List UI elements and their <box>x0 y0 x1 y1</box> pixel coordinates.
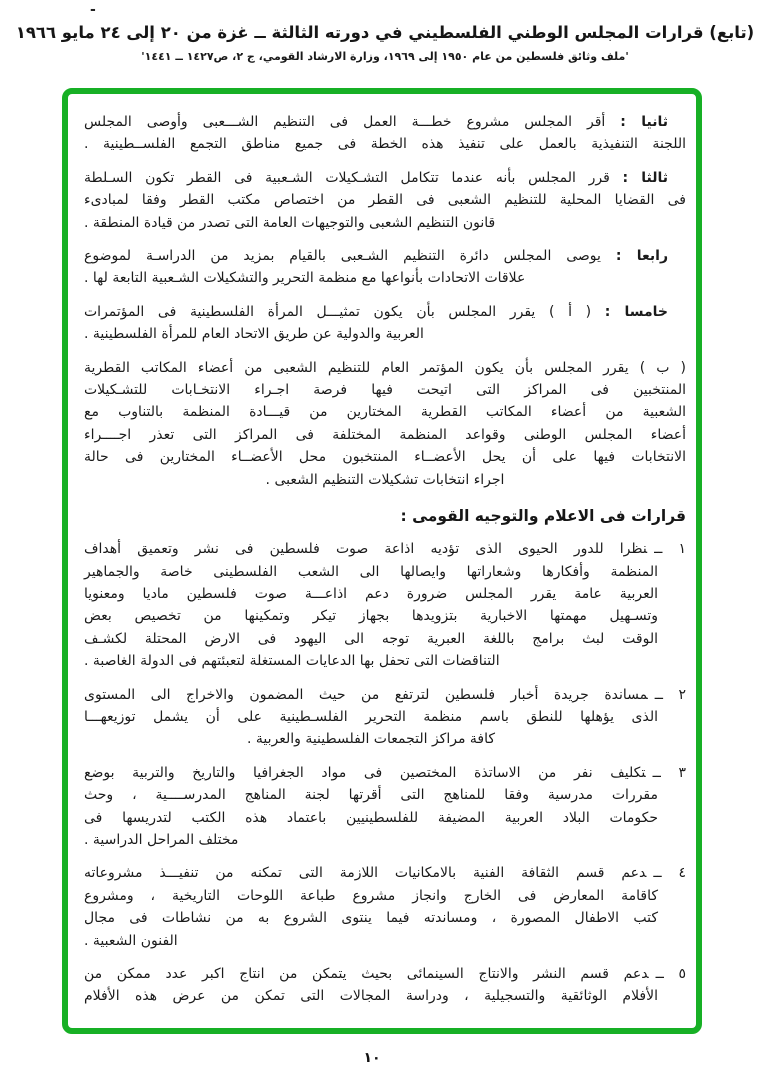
text-line: الذى يؤهلها للنطق باسم منظمة التحرير الفلسـطينية على أن يشمل توزيعهـــا <box>84 708 658 725</box>
text-line: وتسـهيل مهمتها الاخبارية بتزويدها بجهاز تيكر وتمكينها من تخصيص بعض <box>84 608 658 625</box>
text-line: ٤ ــدعم قسم الثقافة الفنية بالامكانيات اللازمة التى تمكنه من تنفيـــذ مشروعاته <box>84 865 686 882</box>
clause-number: ٢ ــ <box>654 686 686 703</box>
clause-number: ٥ ــ <box>655 966 686 982</box>
text-line: العربية عامة يقرر المجلس ضرورة دعم اذاعـــة صوت فلسطين ماديا ومعنويا <box>84 585 658 602</box>
clause-paragraph <box>84 111 686 156</box>
clause-lead-word: خامسا : <box>604 303 668 320</box>
text-line: مقررات مدرسية وفقا للمناهج التى أقرتها لجنة المناهج المدرســــية ، وحث <box>84 787 658 804</box>
numbered-clause <box>84 963 686 1008</box>
text-line: ١ ــنظرا للدور الحيوى الذى تؤديه اذاعة صوت فلسطين فى نشر وتعميق أهداف <box>84 541 687 558</box>
clause-lead-word: ثانيا : <box>620 114 668 130</box>
numbered-clause <box>84 538 686 672</box>
text-line: ٥ ــدعم قسم النشر والانتاج السينمائى بحيث يتمكن من انتاج اكبر عدد ممكن من <box>84 966 686 982</box>
text-line: ثالثا : قرر المجلس بأنه عندما تتكامل التشـكيلات الشـعبية فى القطر تكون السـلطة <box>84 169 668 186</box>
text-line: الشعبية من أعضاء المكاتب القطرية المختارين من قيـــادة المنظمة بالتناوب مع <box>84 404 686 421</box>
text-line: كافة مراكز التجمعات الفلسطينية والعربية . <box>246 731 496 748</box>
document-source-citation: 'ملف وثائق فلسطين من عام ١٩٥٠ إلى ١٩٦٩، وزارة الارشاد القومي، ج ٢، ص١٤٢٧ ــ ١٤٤١' <box>141 50 629 64</box>
text-line: ( ب ) يقرر المجلس بأن يكون المؤتمر العام للتنظيم الشعبى من أعضاء المكاتب القطرية <box>84 359 686 376</box>
document-title: (تابع) قرارات المجلس الوطني الفلسطيني في دورته الثالثة ــ غزة من ٢٠ إلى ٢٤ مايو ١٩٦٦ <box>15 23 755 42</box>
text-line: المنظمة وأفكارها وشعاراتها وايصالها الى الشعب الفلسطينى خاصة والجماهير <box>84 563 658 580</box>
text-line: ٢ ــمساندة جريدة أخبار فلسطين لترتفع من حيث المضمون والاخراج الى المستوى <box>84 686 686 703</box>
text-line: الأفلام الوثائقية والتسجيلية ، ودراسة المجالات التى تمكن من عرض هذه الأفلام <box>84 988 658 1005</box>
numbered-clause <box>84 762 686 852</box>
text-line: كاقامة المعارض فى الخارج وانجاز مشروع طباعة اللوحات التاريخية ، ومشروع <box>84 887 658 904</box>
text-line: فى القضايا المحلية للتنظيم الشعبى فى القطر من اختصاص مكتب القطر وفقا لمبادىء <box>84 192 686 209</box>
numbered-clause <box>84 684 686 751</box>
clause-number: ٤ ــ <box>653 865 686 882</box>
text-line: أعضاء المجلس الوطنى وقواعد المنظمة المختلفة فى المراكز التى تعذر اجــــراء <box>84 426 686 443</box>
text-line: ثانيا : أقر المجلس مشروع خطـــة العمل فى التنظيم الشـــعبى وأوصى المجلس <box>84 114 668 130</box>
text-line: خامسا : ( أ ) يقرر المجلس بأن يكون تمثيـــل المرأة الفلسطينية فى المؤتمرات <box>84 303 668 320</box>
clause-lead-word: ثالثا : <box>622 169 668 186</box>
clause-paragraph <box>84 301 686 346</box>
stray-scan-mark: - <box>90 2 96 18</box>
text-line: قانون التنظيم الشعبى والتوجيهات العامة التى تصدر من قيادة المنطقة . <box>84 214 496 231</box>
clause-number: ٣ ــ <box>652 764 686 781</box>
clause-paragraph <box>84 167 686 234</box>
text-line: العربية والدولية عن طريق الاتحاد العام للمرأة الفلسطينية . <box>84 326 424 343</box>
text-line: رابعا : يوصى المجلس دائرة التنظيم الشـعبى بالقيام بمزيد من الدراسـة لموضوع <box>84 248 668 265</box>
text-line: الوقت لبث برامج باللغة العبرية توجه الى اليهود فى الارض المحتلة لكشـف <box>84 630 658 647</box>
text-line: اجراء انتخابات تشكيلات التنظيم الشعبى . <box>265 471 505 488</box>
page-header <box>0 22 770 63</box>
text-line: المنتخبين فى المراكز التى اتيحت فيها فرصة اجـراء الانتخـابات للتشـكيلات <box>84 382 686 399</box>
text-line: الفنون الشعبية . <box>84 932 178 949</box>
document-body <box>68 94 696 1028</box>
clause-paragraph <box>84 245 686 290</box>
text-line: مختلف المراحل الدراسية . <box>84 831 239 848</box>
text-line: علاقات الاتحادات بأنواعها مع منظمة التحرير والتشكيلات الشـعبية التابعة لها . <box>84 270 526 287</box>
text-line: كتب الاطفال المصورة ، ومساندته فيما ينتوى الشروع به من نشاطات فى مجال <box>84 910 658 927</box>
text-line: اللجنة التنفيذية بالعمل على تنفيذ هذه الخطة فى جميع مناطق التجمع الفلســطينية . <box>84 136 686 153</box>
text-line: الانتخابات فيها على أن يحل الأعضــاء المنتخبون محل الأعضــاء المختارين فى حالة <box>84 449 686 466</box>
clause-lead-word: رابعا : <box>615 248 668 265</box>
numbered-clause <box>84 862 686 952</box>
page-number: ١٠ <box>363 1050 381 1066</box>
clause-paragraph <box>84 357 686 491</box>
clause-number: ١ ــ <box>654 541 687 558</box>
clause-lead-word: ( ب ) <box>639 359 686 376</box>
section-heading: قرارات فى الاعلام والتوجيه القومى : <box>400 507 686 526</box>
text-line: ٣ ــتكليف نفر من الاساتذة المختصين فى مواد الجغرافيا والتاريخ والتربية بوضع <box>84 764 686 781</box>
text-line: حكومات البلاد العربية المضيفة للفلسطينيين باعتماد هذه الكتب لتدريسها فى <box>84 809 658 826</box>
text-line: التناقضات التى تحفل بها الدعايات المستغلة لتعبئتهم فى الدولة الغاصبة . <box>84 653 500 670</box>
